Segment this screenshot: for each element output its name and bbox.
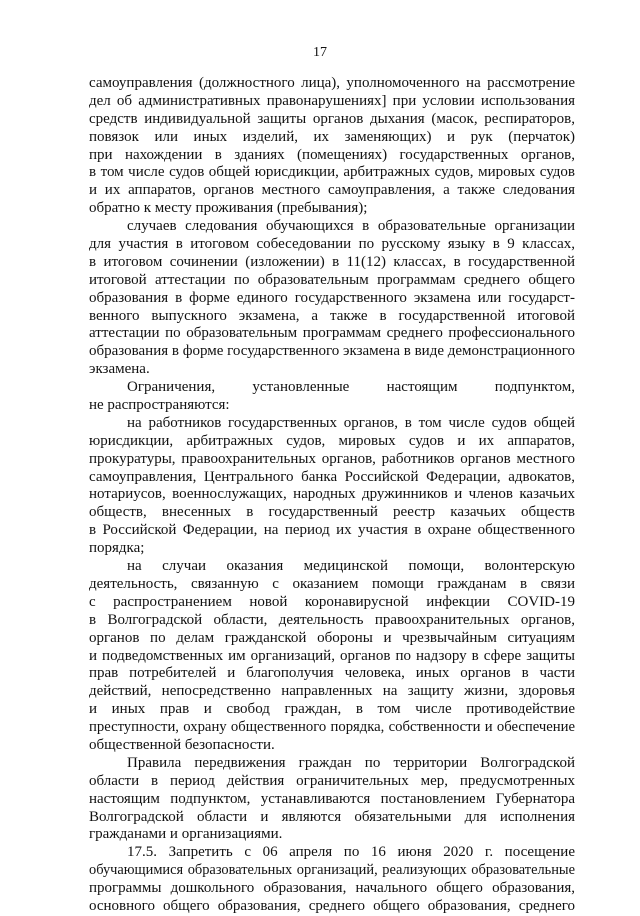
text-line: действий, непосредственно направленных на защиту жизни, здоровья	[89, 683, 575, 700]
text-line: программы дошкольного образования, начального общего образования,	[89, 880, 575, 897]
text-line: самоуправления (должностного лица), уполномоченного на рассмотрение	[89, 75, 575, 91]
page-number: 17	[313, 45, 327, 60]
document-body	[89, 75, 575, 916]
text-line: Волгоградской области и являются обязательными для исполнения	[89, 808, 575, 825]
text-line: не распространяются:	[89, 397, 230, 414]
text-line: порядка;	[89, 540, 145, 557]
text-line: нотариусов, военнослужащих, народных дружинников и членов казачьих	[89, 486, 575, 503]
text-line: в Волгоградской области, деятельность правоохранительных органов,	[89, 611, 575, 628]
text-line: области в период действия ограничительных мер, предусмотренных	[89, 772, 575, 789]
text-line: настоящим подпунктом, устанавливаются постановлением Губернатора	[89, 790, 575, 807]
text-line: дел об административных правонарушениях] при условии использования	[89, 92, 575, 109]
text-line: Правила передвижения граждан по территории Волгоградской	[127, 754, 575, 771]
text-line: в Российской Федерации, на период их участия в охране общественного	[89, 522, 575, 539]
text-line: гражданами и организациями.	[89, 826, 283, 843]
text-line: с распространением новой коронавирусной инфекции COVID-19	[89, 593, 575, 610]
text-line: Ограничения, установленные настоящим подпунктом,	[127, 379, 575, 396]
text-line: средств индивидуальной защиты органов дыхания (масок, респираторов,	[89, 110, 575, 127]
text-line: на случаи оказания медицинской помощи, волонтерскую	[127, 558, 575, 575]
text-line: при нахождении в зданиях (помещениях) государственных органов,	[89, 146, 575, 163]
text-line: для участия в итоговом собеседовании по русскому языку в 9 классах,	[89, 236, 575, 253]
text-line: экзамена.	[89, 361, 150, 378]
text-line: случаев следования обучающихся в образовательные организации	[127, 218, 575, 235]
text-line: деятельность, связанную с оказанием помощи гражданам в связи	[89, 575, 575, 592]
text-line: образования в форме государственного экзамена в виде демонстрационного	[89, 343, 575, 360]
text-line: и подведомственных им организаций, органов по надзору в сфере защиты	[89, 647, 575, 664]
text-line: общественной безопасности.	[89, 736, 275, 753]
text-line: венного выпускного экзамена, а также в государственной итоговой	[89, 307, 575, 324]
text-line: на работников государственных органов, в том числе судов общей	[127, 414, 575, 431]
text-line: итоговой аттестации по образовательным программам среднего общего	[89, 271, 575, 288]
text-line: преступности, охрану общественного порядка, собственности и обеспечение	[89, 719, 575, 736]
text-line: прав потребителей и благополучия человека, иных органов в части	[89, 665, 575, 682]
text-line: обществ, внесенных в государственный реестр казачьих обществ	[89, 504, 575, 521]
text-line: 17.5. Запретить с 06 апреля по 16 июня 2020 г. посещение	[127, 844, 575, 861]
text-line: повязок или иных изделий, их заменяющих) и рук (перчаток)	[89, 128, 575, 145]
text-line: обратно к месту проживания (пребывания);	[89, 200, 368, 217]
text-line: обучающимися образовательных организаций, реализующих образовательные	[89, 862, 575, 879]
text-line: аттестации по образовательным программам среднего профессионального	[89, 325, 575, 342]
text-line: прокуратуры, правоохранительных органов, работников органов местного	[89, 450, 575, 467]
text-line: и их аппаратов, органов местного самоуправления, а также следования	[89, 182, 575, 199]
text-line: юрисдикции, арбитражных судов, мировых судов и их аппаратов,	[89, 432, 575, 449]
text-line: в том числе судов общей юрисдикции, арбитражных судов, мировых судов	[89, 164, 575, 181]
text-line: образования в форме единого государственного экзамена или государст-	[89, 289, 575, 306]
text-line: основного общего образования, среднего общего образования, среднего	[89, 897, 575, 914]
text-line: в итоговом сочинении (изложении) в 11(12) классах, в государственной	[89, 253, 575, 270]
text-line: самоуправления, Центрального банка Российской Федерации, адвокатов,	[89, 468, 575, 485]
text-line: и иных прав и свобод граждан, в том числе противодействие	[89, 701, 575, 718]
text-line: органов по делам гражданской обороны и чрезвычайным ситуациям	[89, 629, 575, 646]
